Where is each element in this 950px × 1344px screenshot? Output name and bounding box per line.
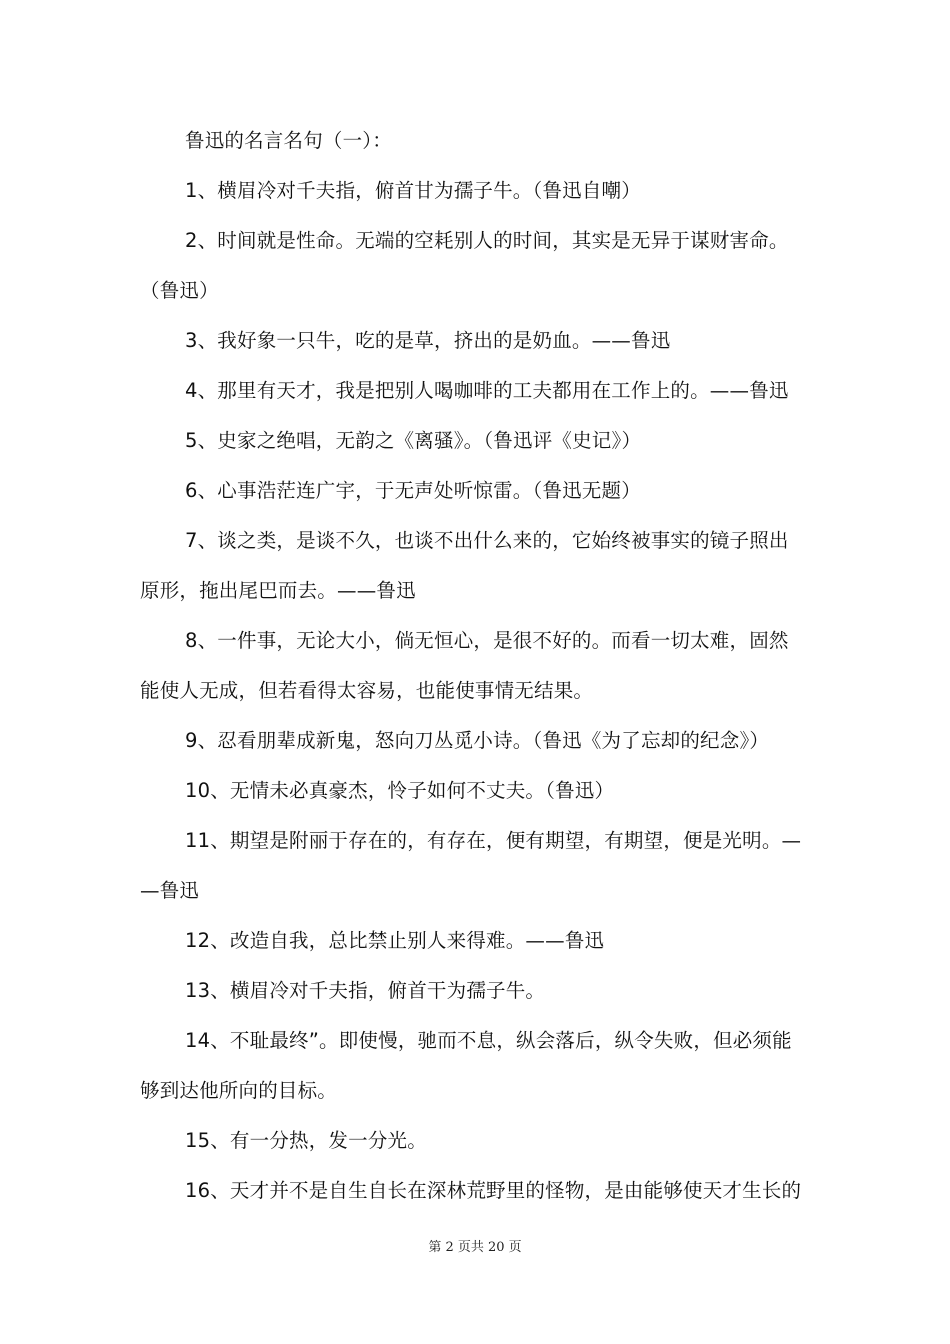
text-line: 6、心事浩茫连广宇，于无声处听惊雷。（鲁迅无题） (185, 479, 641, 502)
text-line: 8、一件事，无论大小，倘无恒心，是很不好的。而看一切太难，固然 (185, 629, 789, 652)
text-line: 5、史家之绝唱，无韵之《离骚》。（鲁迅评《史记》） (185, 429, 642, 452)
text-line: 9、忍看朋辈成新鬼，怒向刀丛觅小诗。（鲁迅《为了忘却的纪念》） (185, 729, 770, 752)
text-line: 鲁迅的名言名句（一）： (185, 129, 392, 152)
text-line: 2、时间就是性命。无端的空耗别人的时间，其实是无异于谋财害命。 (185, 229, 789, 252)
text-line: 3、我好象一只牛，吃的是草，挤出的是奶血。——鲁迅 (185, 329, 671, 352)
text-line: 够到达他所向的目标。 (140, 1079, 338, 1102)
text-line: 1、横眉冷对千夫指，俯首甘为孺子牛。（鲁迅自嘲） (185, 179, 641, 202)
page-footer: 第 2 页共 20 页 (428, 1240, 522, 1255)
text-line: 能使人无成，但若看得太容易，也能使事情无结果。 (140, 679, 594, 702)
text-line: 16、天才并不是自生自长在深林荒野里的怪物，是由能够使天才生长的 (185, 1179, 802, 1202)
document-body (140, 116, 812, 1216)
text-line: 原形，拖出尾巴而去。——鲁迅 (140, 579, 416, 602)
text-line: （鲁迅） (140, 279, 219, 302)
text-line: 14、不耻最终”。即使慢，驰而不息，纵会落后，纵令失败，但必须能 (185, 1029, 792, 1052)
text-line: 11、期望是附丽于存在的，有存在，便有期望，有期望，便是光明。— (185, 829, 802, 852)
text-line: 15、有一分热，发一分光。 (185, 1129, 427, 1152)
text-line: —鲁迅 (140, 879, 200, 902)
text-line: 7、谈之类，是谈不久，也谈不出什么来的，它始终被事实的镜子照出 (185, 529, 789, 552)
text-line: 12、改造自我，总比禁止别人来得难。——鲁迅 (185, 929, 605, 952)
text-line: 10、无情未必真豪杰，怜子如何不丈夫。（鲁迅） (185, 779, 615, 802)
text-line: 13、横眉冷对千夫指，俯首干为孺子牛。 (185, 979, 546, 1002)
text-line: 4、那里有天才，我是把别人喝咖啡的工夫都用在工作上的。——鲁迅 (185, 379, 789, 402)
